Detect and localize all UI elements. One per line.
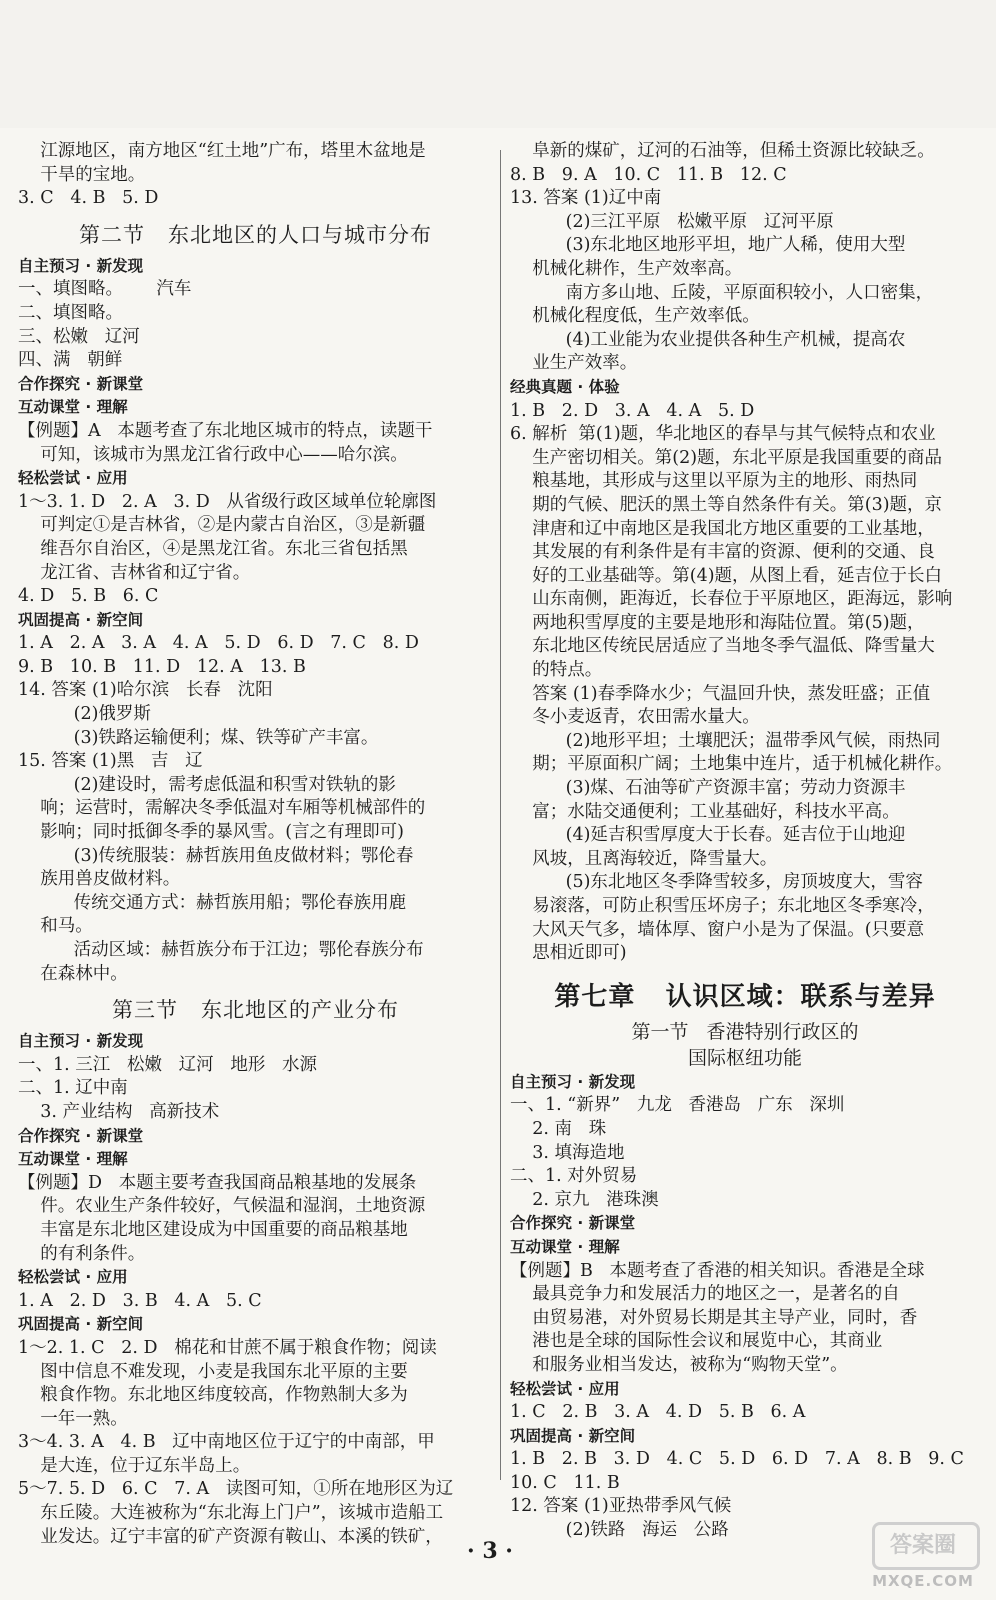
text-line: 5～7. 5. D 6. C 7. A 读图可知，①所在地形区为辽	[18, 1479, 454, 1500]
text-line: 一、1. “新界” 九龙 香港岛 广东 深圳	[510, 1095, 845, 1116]
text-line: 二、填图略。	[18, 302, 123, 323]
text-line: 可判定①是吉林省，②是内蒙古自治区，③是新疆	[18, 515, 426, 536]
text-line: 1. A 2. A 3. A 4. A 5. D 6. D 7. C 8. D	[18, 633, 419, 654]
text-line: 【例题】A 本题考查了东北地区城市的特点，读题干	[18, 420, 433, 441]
text-line: 三、松嫩 辽河	[18, 326, 140, 347]
section-heading: 经典真题 · 体验	[510, 377, 620, 396]
section-heading: 互动课堂 · 理解	[18, 1150, 128, 1169]
text-line: 期的气候、肥沃的黑土等自然条件有关。第(3)题，京	[510, 494, 943, 515]
text-line: 3. 填海造地	[510, 1142, 625, 1163]
section-heading: 合作探究 · 新课堂	[510, 1214, 636, 1233]
right-column	[510, 140, 980, 1543]
text-line: 3. 产业结构 高新技术	[18, 1101, 220, 1122]
text-line: 最具竞争力和发展活力的地区之一，是著名的自	[510, 1284, 900, 1305]
text-line: (2)俄罗斯	[18, 704, 151, 725]
text-line: 和马。	[18, 916, 93, 937]
text-line: 二、1. 对外贸易	[510, 1166, 638, 1187]
section-title: 第二节 东北地区的人口与城市分布	[78, 222, 433, 247]
section-heading: 巩固提高 · 新空间	[18, 1315, 144, 1334]
section-heading: 轻松尝试 · 应用	[510, 1379, 620, 1398]
text-line: 期；平原面积广阔；土地集中连片，适于机械化耕作。	[510, 754, 953, 775]
watermark-logo	[864, 1522, 982, 1590]
text-line: 易滚落，可防止积雪压坏房子；东北地区冬季寒冷，	[510, 896, 935, 916]
text-line: 2. 京九 港珠澳	[510, 1189, 659, 1210]
text-line: 响；运营时，需解决冬季低温对车厢等机械部件的	[18, 798, 426, 819]
text-line: (4)工业能为农业提供各种生产机械，提高农	[510, 329, 906, 350]
text-line: (3)铁路运输便利；煤、铁等矿产丰富。	[18, 727, 379, 748]
text-line: (2)三江平原 松嫩平原 辽河平原	[510, 211, 834, 232]
text-line: 机械化耕作，生产效率高。	[510, 258, 743, 279]
section-title: 第三节 东北地区的产业分布	[111, 998, 400, 1023]
text-line: 丰富是东北地区建设成为中国重要的商品粮基地	[18, 1219, 408, 1240]
section-heading: 互动课堂 · 理解	[18, 398, 128, 417]
text-line: 1. A 2. D 3. B 4. A 5. C	[18, 1290, 262, 1311]
text-line: 3～4. 3. A 4. B 辽中南地区位于辽宁的中南部，甲	[18, 1432, 435, 1453]
watermark-site-text: MXQE.COM	[872, 1572, 974, 1590]
text-line: 1. C 2. B 3. A 4. D 5. B 6. A	[510, 1402, 806, 1423]
text-line: 的有利条件。	[18, 1243, 146, 1264]
text-line: 南方多山地、丘陵，平原面积较小，人口密集，	[510, 282, 934, 303]
text-line: 业发达。辽宁丰富的矿产资源有鞍山、本溪的铁矿，	[18, 1526, 443, 1547]
text-line: 大风天气多，墙体厚、窗户小是为了保温。(只要意	[510, 919, 925, 940]
text-line: 阜新的煤矿，辽河的石油等，但稀土资源比较缺乏。	[510, 141, 935, 161]
text-line: 四、满 朝鲜	[18, 350, 123, 371]
text-line: 津唐和辽中南地区是我国北方地区重要的工业基地，	[510, 518, 935, 539]
text-line: 10. C 11. B	[510, 1472, 620, 1493]
text-line: 在森林中。	[18, 963, 128, 984]
text-line: 4. D 5. B 6. C	[18, 586, 159, 607]
text-line: (3)煤、石油等矿产资源丰富；劳动力资源丰	[510, 778, 906, 799]
text-line: 【例题】B 本题考查了香港的相关知识。香港是全球	[510, 1260, 925, 1281]
text-line: 9. B 10. B 11. D 12. A 13. B	[18, 656, 306, 677]
text-line: 【例题】D 本题主要考查我国商品粮基地的发展条	[18, 1172, 417, 1193]
text-line: 两地积雪厚度的主要是地形和海陆位置。第(5)题，	[510, 612, 925, 633]
text-line: 由贸易港，对外贸易长期是其主导产业，同时，香	[510, 1307, 918, 1328]
text-line: 好的工业基础等。第(4)题，从图上看，延吉位于长白	[510, 565, 943, 586]
text-line: (5)东北地区冬季降雪较多，房顶坡度大，雪容	[510, 872, 923, 893]
text-line: 件。农业生产条件较好，气候温和湿润，土地资源	[18, 1196, 426, 1217]
text-line: 干旱的宝地。	[18, 164, 146, 185]
text-line: (2)地形平坦；土壤肥沃；温带季风气候，雨热同	[510, 730, 941, 751]
text-line: 粮基地，其形成与这里以平原为主的地形、雨热同	[510, 471, 918, 492]
section-heading: 合作探究 · 新课堂	[18, 374, 144, 393]
text-line: (2)建设时，需考虑低温和积雪对铁轨的影	[18, 774, 396, 795]
text-line: 思相近即可)	[510, 943, 627, 964]
text-line: 维吾尔自治区，④是黑龙江省。东北三省包括黑	[18, 538, 408, 559]
text-line: 机械化程度低，生产效率低。	[510, 306, 760, 327]
section-heading: 自主预习 · 新发现	[510, 1072, 636, 1091]
text-line: 山东南侧，距海近，长春位于平原地区，距海远，影响	[510, 589, 953, 610]
page-top-margin	[0, 0, 996, 128]
text-line: 影响；同时抵御冬季的暴风雪。(言之有理即可)	[18, 822, 404, 843]
section-heading: 自主预习 · 新发现	[18, 1032, 144, 1051]
text-line: 15. 答案 (1)黑 吉 辽	[18, 751, 203, 772]
text-line: 6. 解析 第(1)题，华北地区的春旱与其气候特点和农业	[510, 424, 936, 445]
text-line: 1～2. 1. C 2. D 棉花和甘蔗不属于粮食作物；阅读	[18, 1337, 437, 1358]
text-line: 富；水陆交通便利；工业基础好，科技水平高。	[510, 801, 900, 822]
section-heading: 互动课堂 · 理解	[510, 1237, 620, 1256]
text-line: 答案 (1)春季降水少；气温回升快，蒸发旺盛；正值	[510, 683, 931, 704]
text-line: 风坡，且离海较近，降雪量大。	[510, 848, 778, 869]
section-heading: 自主预习 · 新发现	[18, 256, 144, 275]
text-line: (2)铁路 海运 公路	[510, 1520, 729, 1541]
text-line: 传统交通方式：赫哲族用船；鄂伦春族用鹿	[18, 892, 407, 913]
section-heading: 合作探究 · 新课堂	[18, 1126, 144, 1145]
text-line: 二、1. 辽中南	[18, 1078, 128, 1099]
text-line: 1. B 2. D 3. A 4. A 5. D	[510, 400, 755, 421]
text-line: (3)传统服装：赫哲族用鱼皮做材料；鄂伦春	[18, 845, 414, 866]
text-line: 港也是全球的国际性会议和展览中心，其商业	[510, 1331, 883, 1352]
text-line: 江源地区，南方地区“红土地”广布，塔里木盆地是	[18, 141, 426, 161]
text-line: 一、填图略。 汽车	[18, 279, 192, 300]
column-divider	[500, 150, 501, 1480]
left-column	[18, 140, 493, 1549]
text-line: 活动区域：赫哲族分布于江边；鄂伦春族分布	[18, 940, 424, 960]
section-heading: 轻松尝试 · 应用	[18, 1268, 128, 1287]
text-line: (4)延吉积雪厚度大于长春。延吉位于山地迎	[510, 825, 906, 846]
text-line: 族用兽皮做材料。	[18, 869, 181, 890]
page-number: · 3 ·	[467, 1538, 513, 1564]
watermark-logo-text: 答案圈	[889, 1533, 956, 1558]
text-line: 可知，该城市为黑龙江省行政中心——哈尔滨。	[18, 444, 408, 465]
text-line: 1～3. 1. D 2. A 3. D 从省级行政区域单位轮廓图	[18, 491, 437, 512]
text-line: 的特点。	[510, 660, 603, 681]
text-line: 12. 答案 (1)亚热带季风气候	[510, 1496, 732, 1517]
text-line: 一、1. 三江 松嫩 辽河 地形 水源	[18, 1054, 318, 1075]
text-line: 其发展的有利条件是有丰富的资源、便利的交通、良	[510, 542, 935, 563]
text-line: 图中信息不难发现，小麦是我国东北平原的主要	[18, 1361, 408, 1382]
section-heading: 轻松尝试 · 应用	[18, 469, 128, 488]
text-line: 13. 答案 (1)辽中南	[510, 188, 662, 209]
text-line: 14. 答案 (1)哈尔滨 长春 沈阳	[18, 680, 273, 701]
text-line: (3)东北地区地形平坦，地广人稀，使用大型	[510, 235, 906, 256]
section-heading: 巩固提高 · 新空间	[18, 610, 144, 629]
text-line: 东北地区传统民居适应了当地冬季气温低、降雪量大	[510, 636, 935, 657]
subsection-title: 第一节 香港特别行政区的	[631, 1020, 859, 1043]
text-line: 1. B 2. B 3. D 4. C 5. D 6. D 7. A 8. B 9. C	[510, 1449, 964, 1470]
text-line: 2. 南 珠	[510, 1118, 607, 1139]
chapter-title: 第七章 认识区域：联系与差异	[554, 981, 936, 1012]
text-line: 是大连，位于辽东半岛上。	[18, 1455, 251, 1476]
text-line: 粮食作物。东北地区纬度较高，作物熟制大多为	[18, 1385, 408, 1406]
text-line: 龙江省、吉林省和辽宁省。	[18, 562, 251, 583]
text-line: 东丘陵。大连被称为“东北海上门户”，该城市造船工	[18, 1503, 444, 1524]
text-line: 冬小麦返青，农田需水量大。	[510, 707, 760, 728]
text-line: 生产密切相关。第(2)题，东北平原是我国重要的商品	[510, 447, 943, 468]
text-line: 3. C 4. B 5. D	[18, 188, 159, 209]
text-line: 和服务业相当发达，被称为“购物天堂”。	[510, 1354, 848, 1375]
subsection-title: 国际枢纽功能	[687, 1046, 802, 1069]
text-line: 业生产效率。	[510, 353, 638, 374]
text-line: 8. B 9. A 10. C 11. B 12. C	[510, 164, 787, 185]
text-line: 一年一熟。	[18, 1408, 128, 1429]
section-heading: 巩固提高 · 新空间	[510, 1426, 636, 1445]
